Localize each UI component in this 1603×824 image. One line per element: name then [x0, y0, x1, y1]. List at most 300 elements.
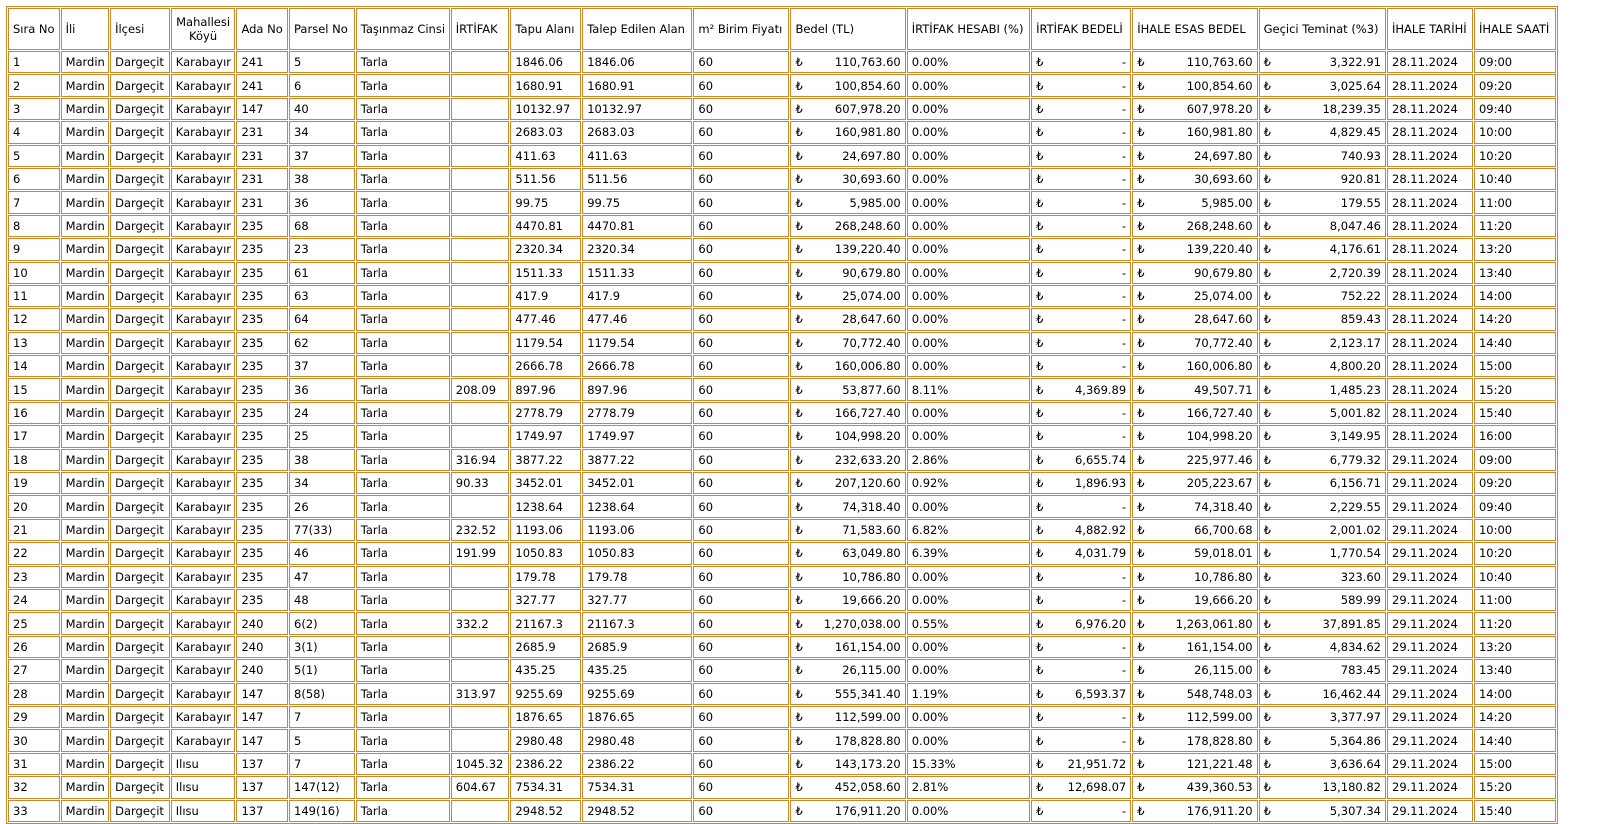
cell-ilcesi: Dargeçit — [110, 308, 170, 330]
cell-ihale-saati: 10:40 — [1474, 566, 1556, 588]
currency-symbol: ₺ — [1137, 756, 1145, 771]
cell-ihale-esas-bedel — [1132, 519, 1257, 541]
currency-symbol: ₺ — [1263, 406, 1271, 421]
cell-irtifak-bedeli — [1031, 753, 1131, 775]
cell-ihale-saati: 14:40 — [1474, 729, 1556, 751]
cell-ihale-saati: 09:20 — [1474, 74, 1556, 96]
cell-tapu-alani: 511.56 — [510, 168, 581, 190]
cell-ada-no: 147 — [236, 706, 288, 728]
currency-symbol: ₺ — [795, 429, 803, 444]
cell-bedel — [790, 51, 905, 73]
cell-birim-fiyati: 60 — [693, 683, 789, 705]
amount-value: 323.60 — [1340, 569, 1381, 584]
cell-ilcesi: Dargeçit — [110, 238, 170, 260]
amount-value: - — [1122, 733, 1127, 748]
cell-tasinmaz-cinsi: Tarla — [356, 449, 450, 471]
currency-symbol: ₺ — [1263, 593, 1271, 608]
currency-symbol: ₺ — [1137, 382, 1145, 397]
currency-symbol: ₺ — [795, 733, 803, 748]
cell-mahallesi: Karabayır — [171, 308, 236, 330]
amount-value: - — [1122, 335, 1127, 350]
cell-irtifak — [451, 729, 510, 751]
cell-gecici-teminat — [1259, 215, 1386, 237]
cell-sira-no: 30 — [8, 729, 60, 751]
amount-value: 452,058.60 — [834, 780, 901, 795]
cell-gecici-teminat — [1259, 98, 1386, 120]
cell-gecici-teminat — [1259, 121, 1386, 143]
cell-talep-edilen-alan: 7534.31 — [582, 776, 692, 798]
cell-talep-edilen-alan: 1179.54 — [582, 332, 692, 354]
currency-symbol: ₺ — [795, 756, 803, 771]
currency-symbol: ₺ — [795, 55, 803, 70]
amount-value: 139,220.40 — [834, 242, 901, 257]
cell-irtifak: 316.94 — [451, 449, 510, 471]
cell-mahallesi: Karabayır — [171, 378, 236, 400]
amount-value: 53,877.60 — [842, 382, 901, 397]
amount-value: 752.22 — [1340, 289, 1381, 304]
cell-mahallesi: Karabayır — [171, 168, 236, 190]
cell-tapu-alani: 1749.97 — [510, 425, 581, 447]
cell-parsel-no: 25 — [289, 425, 355, 447]
cell-talep-edilen-alan: 477.46 — [582, 308, 692, 330]
currency-symbol: ₺ — [1137, 78, 1145, 93]
currency-symbol: ₺ — [1036, 476, 1044, 491]
cell-talep-edilen-alan: 2980.48 — [582, 729, 692, 751]
table-row — [8, 589, 1556, 611]
cell-irtifak — [451, 168, 510, 190]
cell-gecici-teminat — [1259, 285, 1386, 307]
currency-symbol: ₺ — [1263, 803, 1271, 818]
ihale-table — [6, 6, 1558, 824]
cell-ada-no: 147 — [236, 98, 288, 120]
cell-bedel — [790, 729, 905, 751]
currency-symbol: ₺ — [795, 359, 803, 374]
cell-bedel — [790, 706, 905, 728]
cell-gecici-teminat — [1259, 706, 1386, 728]
cell-tasinmaz-cinsi: Tarla — [356, 612, 450, 634]
table-row — [8, 425, 1556, 447]
cell-irtifak — [451, 566, 510, 588]
cell-birim-fiyati: 60 — [693, 449, 789, 471]
cell-ili: Mardin — [61, 519, 110, 541]
cell-tapu-alani: 3452.01 — [510, 472, 581, 494]
header-ihale-tarihi: İHALE TARİHİ — [1387, 8, 1473, 50]
header-sira-no: Sıra No — [8, 8, 60, 50]
cell-tapu-alani: 2386.22 — [510, 753, 581, 775]
amount-value: 70,772.40 — [842, 335, 901, 350]
cell-ihale-tarihi: 29.11.2024 — [1387, 753, 1473, 775]
cell-ihale-esas-bedel — [1132, 683, 1257, 705]
header-mahallesi-koyu: Mahallesi Köyü — [171, 8, 236, 50]
table-row — [8, 262, 1556, 284]
table-row — [8, 168, 1556, 190]
cell-tapu-alani: 1193.06 — [510, 519, 581, 541]
amount-value: 13,180.82 — [1322, 780, 1381, 795]
cell-irtifak-hesabi: 0.00% — [907, 495, 1030, 517]
cell-ili: Mardin — [61, 425, 110, 447]
currency-symbol: ₺ — [1137, 593, 1145, 608]
cell-tapu-alani: 1680.91 — [510, 74, 581, 96]
cell-irtifak-hesabi: 0.00% — [907, 98, 1030, 120]
amount-value: 30,693.60 — [842, 172, 901, 187]
amount-value: 6,156.71 — [1329, 476, 1381, 491]
cell-tasinmaz-cinsi: Tarla — [356, 355, 450, 377]
cell-ilcesi: Dargeçit — [110, 121, 170, 143]
cell-sira-no: 6 — [8, 168, 60, 190]
amount-value: 3,377.97 — [1329, 710, 1381, 725]
cell-ihale-saati: 13:20 — [1474, 636, 1556, 658]
amount-value: 24,697.80 — [842, 148, 901, 163]
cell-birim-fiyati: 60 — [693, 51, 789, 73]
cell-ili: Mardin — [61, 659, 110, 681]
cell-tasinmaz-cinsi: Tarla — [356, 98, 450, 120]
currency-symbol: ₺ — [1036, 359, 1044, 374]
cell-ihale-saati: 09:40 — [1474, 98, 1556, 120]
amount-value: 121,221.48 — [1186, 756, 1253, 771]
cell-tasinmaz-cinsi: Tarla — [356, 168, 450, 190]
cell-irtifak-bedeli — [1031, 238, 1131, 260]
cell-talep-edilen-alan: 1749.97 — [582, 425, 692, 447]
amount-value: - — [1122, 218, 1127, 233]
amount-value: 5,985.00 — [1201, 195, 1253, 210]
currency-symbol: ₺ — [1263, 78, 1271, 93]
amount-value: - — [1122, 569, 1127, 584]
currency-symbol: ₺ — [795, 476, 803, 491]
cell-sira-no: 19 — [8, 472, 60, 494]
cell-ihale-tarihi: 28.11.2024 — [1387, 121, 1473, 143]
cell-ihale-saati: 15:20 — [1474, 378, 1556, 400]
cell-gecici-teminat — [1259, 262, 1386, 284]
amount-value: - — [1122, 710, 1127, 725]
cell-gecici-teminat — [1259, 191, 1386, 213]
cell-ada-no: 235 — [236, 566, 288, 588]
amount-value: 6,976.20 — [1074, 616, 1127, 631]
cell-ili: Mardin — [61, 729, 110, 751]
amount-value: 104,998.20 — [1186, 429, 1253, 444]
cell-parsel-no: 3(1) — [289, 636, 355, 658]
cell-parsel-no: 47 — [289, 566, 355, 588]
cell-ilcesi: Dargeçit — [110, 332, 170, 354]
cell-parsel-no: 7 — [289, 753, 355, 775]
cell-ihale-tarihi: 29.11.2024 — [1387, 706, 1473, 728]
amount-value: 30,693.60 — [1194, 172, 1253, 187]
cell-irtifak-bedeli — [1031, 612, 1131, 634]
cell-ilcesi: Dargeçit — [110, 191, 170, 213]
cell-talep-edilen-alan: 179.78 — [582, 566, 692, 588]
cell-ilcesi: Dargeçit — [110, 215, 170, 237]
amount-value: 90,679.80 — [842, 265, 901, 280]
amount-value: 8,047.46 — [1329, 218, 1381, 233]
cell-irtifak-bedeli — [1031, 659, 1131, 681]
cell-sira-no: 9 — [8, 238, 60, 260]
cell-irtifak: 313.97 — [451, 683, 510, 705]
cell-ihale-esas-bedel — [1132, 776, 1257, 798]
cell-ada-no: 231 — [236, 168, 288, 190]
cell-ilcesi: Dargeçit — [110, 589, 170, 611]
cell-bedel — [790, 566, 905, 588]
cell-ili: Mardin — [61, 98, 110, 120]
cell-parsel-no: 8(58) — [289, 683, 355, 705]
cell-ada-no: 235 — [236, 519, 288, 541]
currency-symbol: ₺ — [1263, 546, 1271, 561]
cell-ili: Mardin — [61, 191, 110, 213]
cell-irtifak — [451, 589, 510, 611]
amount-value: 2,229.55 — [1329, 499, 1381, 514]
cell-gecici-teminat — [1259, 776, 1386, 798]
currency-symbol: ₺ — [1036, 218, 1044, 233]
table-row — [8, 238, 1556, 260]
currency-symbol: ₺ — [1137, 265, 1145, 280]
currency-symbol: ₺ — [1137, 546, 1145, 561]
amount-value: 439,360.53 — [1186, 780, 1253, 795]
currency-symbol: ₺ — [1263, 663, 1271, 678]
cell-ihale-tarihi: 29.11.2024 — [1387, 800, 1473, 822]
amount-value: 160,981.80 — [1186, 125, 1253, 140]
header-tasinmaz-cinsi: Taşınmaz Cinsi — [356, 8, 450, 50]
cell-irtifak-bedeli — [1031, 378, 1131, 400]
cell-ihale-esas-bedel — [1132, 449, 1257, 471]
cell-sira-no: 8 — [8, 215, 60, 237]
cell-birim-fiyati: 60 — [693, 74, 789, 96]
currency-symbol: ₺ — [1263, 710, 1271, 725]
cell-tasinmaz-cinsi: Tarla — [356, 753, 450, 775]
cell-mahallesi: Karabayır — [171, 51, 236, 73]
cell-parsel-no: 38 — [289, 168, 355, 190]
amount-value: 74,318.40 — [842, 499, 901, 514]
cell-ilcesi: Dargeçit — [110, 776, 170, 798]
cell-talep-edilen-alan: 2778.79 — [582, 402, 692, 424]
cell-gecici-teminat — [1259, 753, 1386, 775]
cell-ihale-tarihi: 28.11.2024 — [1387, 378, 1473, 400]
currency-symbol: ₺ — [1137, 125, 1145, 140]
currency-symbol: ₺ — [1036, 101, 1044, 116]
currency-symbol: ₺ — [1263, 756, 1271, 771]
cell-irtifak-bedeli — [1031, 402, 1131, 424]
amount-value: 1,896.93 — [1074, 476, 1127, 491]
currency-symbol: ₺ — [795, 78, 803, 93]
cell-ada-no: 240 — [236, 612, 288, 634]
cell-ili: Mardin — [61, 449, 110, 471]
currency-symbol: ₺ — [1263, 523, 1271, 537]
cell-irtifak-bedeli — [1031, 636, 1131, 658]
amount-value: - — [1122, 195, 1127, 210]
cell-irtifak-bedeli — [1031, 98, 1131, 120]
cell-ihale-esas-bedel — [1132, 495, 1257, 517]
cell-tasinmaz-cinsi: Tarla — [356, 285, 450, 307]
cell-ili: Mardin — [61, 308, 110, 330]
cell-ihale-tarihi: 28.11.2024 — [1387, 355, 1473, 377]
cell-parsel-no: 6 — [289, 74, 355, 96]
cell-ilcesi: Dargeçit — [110, 753, 170, 775]
cell-parsel-no: 63 — [289, 285, 355, 307]
amount-value: 160,981.80 — [834, 125, 901, 140]
cell-ada-no: 235 — [236, 262, 288, 284]
cell-ihale-esas-bedel — [1132, 285, 1257, 307]
cell-irtifak-hesabi: 0.00% — [907, 589, 1030, 611]
cell-tasinmaz-cinsi: Tarla — [356, 121, 450, 143]
amount-value: 5,307.34 — [1329, 803, 1381, 818]
amount-value: 19,666.20 — [1194, 593, 1253, 608]
cell-ihale-saati: 14:20 — [1474, 308, 1556, 330]
cell-talep-edilen-alan: 1050.83 — [582, 542, 692, 564]
table-row — [8, 706, 1556, 728]
cell-birim-fiyati: 60 — [693, 145, 789, 167]
cell-ili: Mardin — [61, 145, 110, 167]
cell-ilcesi: Dargeçit — [110, 285, 170, 307]
cell-sira-no: 12 — [8, 308, 60, 330]
cell-birim-fiyati: 60 — [693, 753, 789, 775]
cell-tasinmaz-cinsi: Tarla — [356, 683, 450, 705]
currency-symbol: ₺ — [1263, 733, 1271, 748]
cell-tapu-alani: 435.25 — [510, 659, 581, 681]
amount-value: 28,647.60 — [842, 312, 901, 327]
currency-symbol: ₺ — [1036, 242, 1044, 257]
currency-symbol: ₺ — [1137, 148, 1145, 163]
cell-ada-no: 235 — [236, 542, 288, 564]
cell-bedel — [790, 168, 905, 190]
cell-ada-no: 137 — [236, 753, 288, 775]
amount-value: - — [1122, 359, 1127, 374]
amount-value: 6,779.32 — [1329, 452, 1381, 467]
currency-symbol: ₺ — [795, 265, 803, 280]
cell-ihale-saati: 14:40 — [1474, 332, 1556, 354]
cell-birim-fiyati: 60 — [693, 191, 789, 213]
currency-symbol: ₺ — [1263, 569, 1271, 584]
cell-ihale-saati: 10:20 — [1474, 542, 1556, 564]
header-bedel: Bedel (TL) — [790, 8, 905, 50]
cell-bedel — [790, 636, 905, 658]
cell-irtifak-hesabi: 2.81% — [907, 776, 1030, 798]
cell-sira-no: 11 — [8, 285, 60, 307]
currency-symbol: ₺ — [1036, 195, 1044, 210]
cell-gecici-teminat — [1259, 683, 1386, 705]
cell-ili: Mardin — [61, 121, 110, 143]
currency-symbol: ₺ — [795, 523, 803, 537]
currency-symbol: ₺ — [795, 218, 803, 233]
cell-ihale-esas-bedel — [1132, 566, 1257, 588]
cell-sira-no: 24 — [8, 589, 60, 611]
currency-symbol: ₺ — [795, 312, 803, 327]
cell-ihale-tarihi: 29.11.2024 — [1387, 495, 1473, 517]
cell-irtifak-hesabi: 0.00% — [907, 729, 1030, 751]
cell-ada-no: 235 — [236, 472, 288, 494]
cell-ilcesi: Dargeçit — [110, 98, 170, 120]
cell-birim-fiyati: 60 — [693, 659, 789, 681]
cell-bedel — [790, 145, 905, 167]
currency-symbol: ₺ — [1263, 312, 1271, 327]
cell-gecici-teminat — [1259, 425, 1386, 447]
cell-mahallesi: Karabayır — [171, 262, 236, 284]
table-row — [8, 402, 1556, 424]
amount-value: 112,599.00 — [834, 710, 901, 725]
cell-sira-no: 2 — [8, 74, 60, 96]
currency-symbol: ₺ — [1036, 663, 1044, 678]
cell-ili: Mardin — [61, 332, 110, 354]
cell-tasinmaz-cinsi: Tarla — [356, 776, 450, 798]
cell-ili: Mardin — [61, 74, 110, 96]
cell-ili: Mardin — [61, 238, 110, 260]
cell-ihale-esas-bedel — [1132, 589, 1257, 611]
currency-symbol: ₺ — [1263, 218, 1271, 233]
currency-symbol: ₺ — [795, 406, 803, 421]
cell-ili: Mardin — [61, 168, 110, 190]
cell-tapu-alani: 10132.97 — [510, 98, 581, 120]
cell-irtifak: 191.99 — [451, 542, 510, 564]
cell-talep-edilen-alan: 1238.64 — [582, 495, 692, 517]
cell-sira-no: 29 — [8, 706, 60, 728]
cell-tapu-alani: 99.75 — [510, 191, 581, 213]
amount-value: 166,727.40 — [834, 406, 901, 421]
header-gecici-teminat: Geçici Teminat (%3) — [1259, 8, 1386, 50]
cell-mahallesi: Karabayır — [171, 566, 236, 588]
cell-irtifak: 332.2 — [451, 612, 510, 634]
currency-symbol: ₺ — [1036, 710, 1044, 725]
cell-irtifak-bedeli — [1031, 215, 1131, 237]
amount-value: 5,001.82 — [1329, 406, 1381, 421]
currency-symbol: ₺ — [795, 242, 803, 257]
cell-ihale-tarihi: 29.11.2024 — [1387, 683, 1473, 705]
currency-symbol: ₺ — [1137, 406, 1145, 421]
currency-symbol: ₺ — [795, 125, 803, 140]
amount-value: 179.55 — [1340, 195, 1381, 210]
currency-symbol: ₺ — [1263, 265, 1271, 280]
cell-mahallesi: Karabayır — [171, 449, 236, 471]
cell-ada-no: 241 — [236, 51, 288, 73]
cell-bedel — [790, 262, 905, 284]
cell-bedel — [790, 332, 905, 354]
cell-ihale-esas-bedel — [1132, 238, 1257, 260]
cell-sira-no: 10 — [8, 262, 60, 284]
header-birim-fiyati: m² Birim Fiyatı — [693, 8, 789, 50]
currency-symbol: ₺ — [1036, 756, 1044, 771]
cell-parsel-no: 48 — [289, 589, 355, 611]
cell-irtifak-bedeli — [1031, 74, 1131, 96]
cell-gecici-teminat — [1259, 636, 1386, 658]
cell-irtifak-bedeli — [1031, 589, 1131, 611]
cell-ilcesi: Dargeçit — [110, 566, 170, 588]
cell-ihale-esas-bedel — [1132, 191, 1257, 213]
amount-value: - — [1122, 242, 1127, 257]
currency-symbol: ₺ — [1137, 429, 1145, 444]
cell-bedel — [790, 472, 905, 494]
cell-ihale-saati: 15:00 — [1474, 753, 1556, 775]
cell-ihale-tarihi: 28.11.2024 — [1387, 425, 1473, 447]
currency-symbol: ₺ — [1036, 686, 1044, 701]
cell-mahallesi: Karabayır — [171, 402, 236, 424]
currency-symbol: ₺ — [795, 639, 803, 654]
cell-tapu-alani: 2320.34 — [510, 238, 581, 260]
currency-symbol: ₺ — [1137, 616, 1145, 631]
cell-irtifak-hesabi: 0.00% — [907, 262, 1030, 284]
cell-ilcesi: Dargeçit — [110, 519, 170, 541]
cell-tasinmaz-cinsi: Tarla — [356, 145, 450, 167]
table-body — [8, 51, 1556, 822]
cell-bedel — [790, 378, 905, 400]
cell-ihale-tarihi: 29.11.2024 — [1387, 729, 1473, 751]
cell-ihale-esas-bedel — [1132, 98, 1257, 120]
cell-tapu-alani: 7534.31 — [510, 776, 581, 798]
cell-ihale-saati: 16:00 — [1474, 425, 1556, 447]
cell-mahallesi: Karabayır — [171, 355, 236, 377]
cell-ihale-esas-bedel — [1132, 729, 1257, 751]
cell-ihale-saati: 15:40 — [1474, 402, 1556, 424]
cell-ihale-tarihi: 29.11.2024 — [1387, 472, 1473, 494]
cell-mahallesi: Karabayır — [171, 191, 236, 213]
currency-symbol: ₺ — [1137, 359, 1145, 374]
cell-parsel-no: 5(1) — [289, 659, 355, 681]
cell-talep-edilen-alan: 417.9 — [582, 285, 692, 307]
cell-ihale-tarihi: 28.11.2024 — [1387, 262, 1473, 284]
